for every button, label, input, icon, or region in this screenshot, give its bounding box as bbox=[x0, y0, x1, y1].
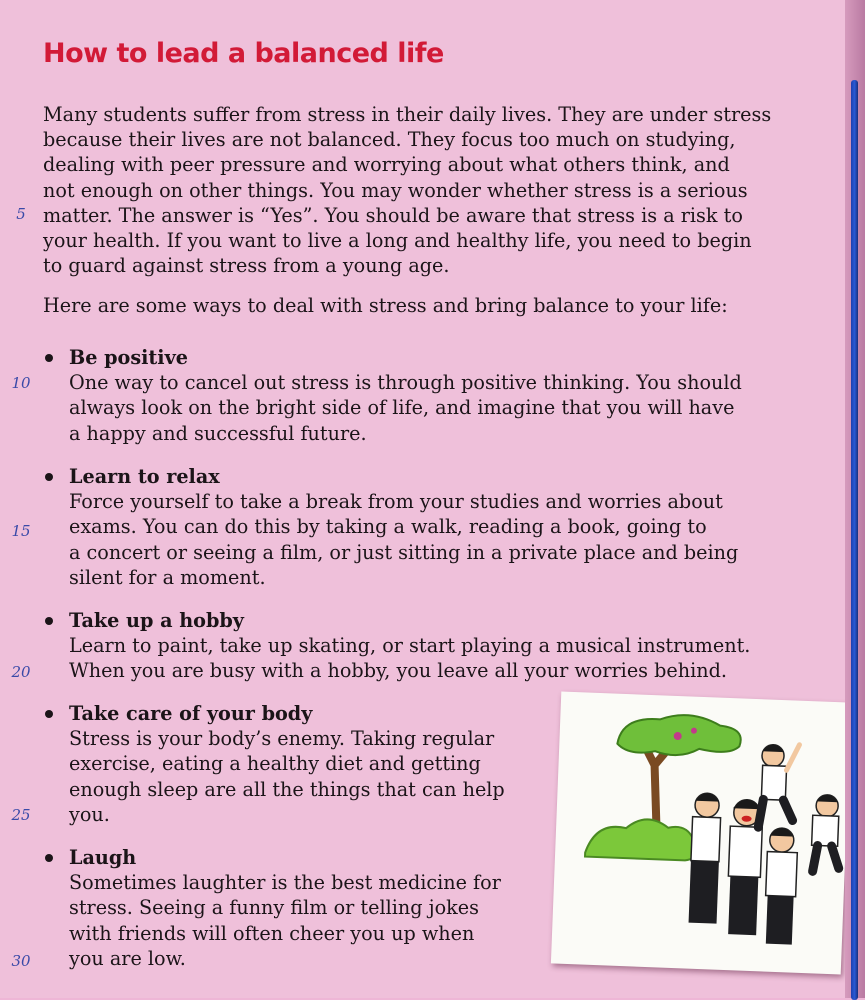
line-number-30: 30 bbox=[11, 952, 31, 970]
tip-heading bbox=[43, 845, 501, 870]
tip-body bbox=[43, 726, 505, 827]
bullet-icon bbox=[45, 473, 53, 481]
line-number-10: 10 bbox=[11, 374, 31, 392]
tip-line: always look on the bright side of life, and imagine that you will have bbox=[69, 396, 735, 420]
tip-be-positive bbox=[43, 345, 742, 446]
tip-line: you. bbox=[69, 802, 110, 826]
line-number-5: 5 bbox=[16, 205, 26, 223]
line-number-25: 25 bbox=[11, 806, 31, 824]
line-number-20: 20 bbox=[11, 663, 31, 681]
tip-laugh bbox=[43, 845, 501, 971]
tip-line: a happy and successful future. bbox=[69, 421, 367, 445]
bullet-icon bbox=[45, 710, 53, 718]
tip-heading bbox=[43, 608, 750, 633]
intro-paragraph bbox=[43, 102, 771, 278]
tip-learn-to-relax bbox=[43, 464, 738, 590]
bullet-icon bbox=[45, 617, 53, 625]
intro-line: dealing with peer pressure and worrying about what others think, and bbox=[43, 153, 730, 177]
bullet-icon bbox=[45, 354, 53, 362]
tip-line: enough sleep are all the things that can help bbox=[69, 777, 505, 801]
tip-heading-text: Learn to relax bbox=[69, 465, 220, 488]
intro-line: not enough on other things. You may wonder whether stress is a serious bbox=[43, 178, 748, 202]
tip-line: Stress is your body’s enemy. Taking regular bbox=[69, 727, 495, 751]
illustration-laughing-students bbox=[551, 692, 851, 975]
tip-body bbox=[43, 370, 742, 446]
tip-line: When you are busy with a hobby, you leave all your worries behind. bbox=[69, 659, 727, 683]
tip-body bbox=[43, 633, 750, 683]
intro-line: matter. The answer is “Yes”. You should be aware that stress is a risk to bbox=[43, 203, 743, 227]
tip-line: with friends will often cheer you up when bbox=[69, 921, 475, 945]
page-title: How to lead a balanced life bbox=[43, 38, 444, 69]
tip-heading-text: Take care of your body bbox=[69, 702, 313, 725]
tip-line: Learn to paint, take up skating, or start playing a musical instrument. bbox=[69, 634, 751, 658]
tip-heading-text: Laugh bbox=[69, 846, 137, 869]
intro-line: Many students suffer from stress in their daily lives. They are under stress bbox=[43, 103, 772, 126]
bullet-icon bbox=[45, 854, 53, 862]
tip-heading bbox=[43, 345, 742, 370]
tip-line: Force yourself to take a break from your studies and worries about bbox=[69, 490, 723, 514]
tip-heading-text: Be positive bbox=[69, 346, 188, 369]
intro-line: your health. If you want to live a long and healthy life, you need to begin bbox=[43, 228, 752, 252]
tip-line: exercise, eating a healthy diet and getting bbox=[69, 752, 481, 776]
tip-line: Sometimes laughter is the best medicine for bbox=[69, 871, 501, 895]
line-number-15: 15 bbox=[11, 522, 31, 540]
tip-body bbox=[43, 870, 501, 971]
intro-line: to guard against stress from a young age. bbox=[43, 254, 450, 278]
tip-take-care-of-your-body bbox=[43, 701, 505, 827]
tip-line: silent for a moment. bbox=[69, 565, 266, 589]
cartoon-illustration bbox=[551, 692, 851, 975]
tip-heading-text: Take up a hobby bbox=[69, 609, 244, 632]
lead-in-sentence: Here are some ways to deal with stress and bring balance to your life: bbox=[43, 294, 728, 317]
tip-heading bbox=[43, 701, 505, 726]
tip-line: you are low. bbox=[69, 946, 186, 970]
intro-line: because their lives are not balanced. They focus too much on studying, bbox=[43, 128, 736, 152]
tip-body bbox=[43, 489, 738, 590]
tip-line: stress. Seeing a funny film or telling jokes bbox=[69, 896, 479, 920]
tip-take-up-a-hobby bbox=[43, 608, 750, 684]
tip-line: a concert or seeing a film, or just sitting in a private place and being bbox=[69, 540, 739, 564]
tip-line: One way to cancel out stress is through positive thinking. You should bbox=[69, 371, 742, 395]
book-spine-bar bbox=[851, 80, 858, 1000]
tip-line: exams. You can do this by taking a walk, reading a book, going to bbox=[69, 515, 707, 539]
tip-heading bbox=[43, 464, 738, 489]
